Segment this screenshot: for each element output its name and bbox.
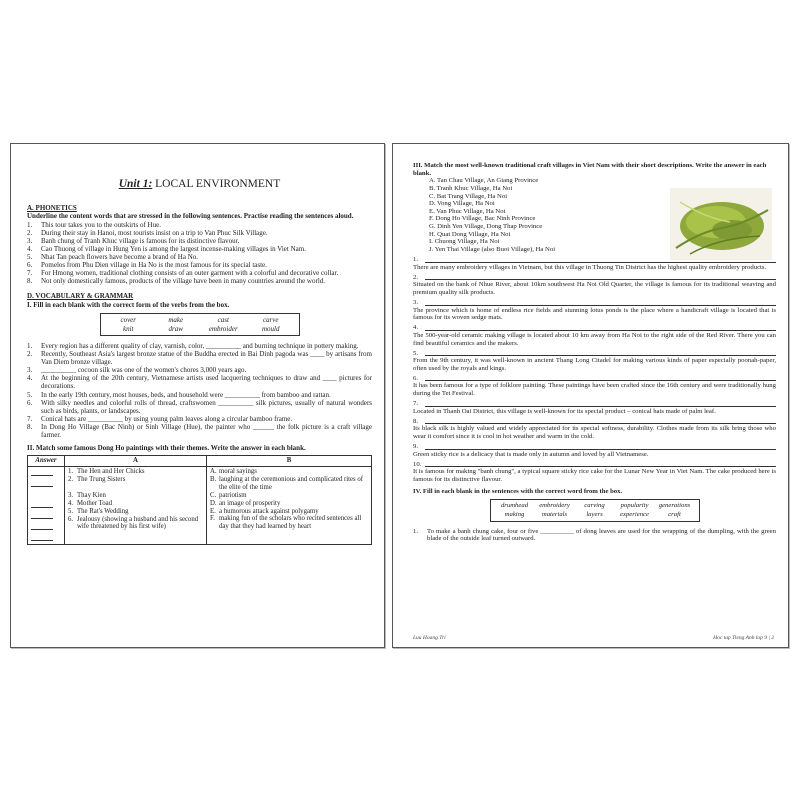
- description-text: The 500-year-old ceramic making village is located about 10 km away from Ha Noi to the right side of the Red River. There you can find beautiful ceramics and the makers.: [413, 331, 776, 347]
- list-item: I. Chuong Village, Ha Noi: [429, 238, 500, 246]
- list-item: E. a humorous attack against polygamy: [210, 507, 319, 515]
- list-item: A. Tan Chau Village, An Giang Province: [429, 177, 539, 185]
- list-item: 7. Conical hats are __________ by using young palm leaves along a circular bamboo frame.: [27, 414, 293, 423]
- word-box: [490, 499, 700, 521]
- worksheet-page-left: [10, 143, 385, 648]
- word-box-item: craft: [668, 510, 681, 518]
- description-text: There are many embroidery villages in Vietnam, but this village in Thuong Tin District has the highest quality embroidery products.: [413, 263, 767, 271]
- footer-author: Luu Hoang Tri: [413, 634, 446, 641]
- word-box-item: layers: [586, 510, 603, 518]
- answer-line[interactable]: 2.: [413, 273, 776, 281]
- answer-line[interactable]: 3.: [413, 299, 776, 307]
- word-box-item: popularity: [620, 502, 649, 510]
- word-box-item: generations: [658, 502, 691, 510]
- list-item: 2. Recently, Southeast Asia's largest bronze statue of the Buddha erected in Bai Dinh pagoda was ____ by artisans from Van Diem bronze village.: [27, 349, 372, 367]
- word-box-item: draw: [168, 324, 183, 333]
- list-item: H. Quat Dong Village, Ha Noi: [429, 230, 511, 238]
- list-item: 1. The Hen and Her Chicks: [68, 468, 145, 476]
- list-item: 8. In Dong Ho Village (Bac Ninh) or Sinh Village (Hue), the painter who ______ the folk picture is a craft village farmer.: [27, 422, 372, 440]
- phonetics-list: [27, 221, 372, 286]
- word-box-item: materials: [541, 510, 568, 518]
- list-item: F. Dong Ho Village, Bac Ninh Province: [429, 215, 536, 223]
- word-box-item: embroidery: [539, 502, 570, 510]
- table-header-b: B: [207, 456, 372, 467]
- vocab-part2-title: II. Match some famous Dong Ho paintings with their themes. Write the answer in each blank.: [27, 444, 306, 453]
- word-box: [100, 313, 300, 336]
- list-item: B. laughing at the ceremonious and complicated rites of the elite of the time: [210, 476, 364, 491]
- description-text: Situated on the bank of Nhue River, about 10km southwest Ha Noi Old Quarter, the village is famous for its traditional weaving and premium quality silk products.: [413, 281, 776, 296]
- word-box-item: mould: [262, 324, 280, 333]
- word-box-item: experience: [620, 510, 649, 518]
- list-item: E. Van Phuc Village, Ha Noi: [429, 207, 506, 215]
- word-box-item: cast: [217, 315, 229, 324]
- word-box-item: cover: [120, 315, 137, 324]
- description-text: It has been famous for a type of folklore painting. These paintings have been crafted since the 16th century and were traditionally hung during the Tet Festival.: [413, 382, 776, 398]
- list-item: 4. At the beginning of the 20th century, Vietnamese artists used lacquering techniques to draw and ____ pictures for decorations.: [27, 374, 372, 391]
- list-item: B. Tranh Khuc Village, Ha Noi: [429, 184, 513, 192]
- list-item: 5. Nhat Tan peach flowers have become a brand of Ha No.: [27, 252, 199, 261]
- description-text: Located in Thanh Oai District, this village is well-known for its special product – conical hats made of palm leaf.: [413, 407, 716, 415]
- unit-title: [27, 178, 372, 191]
- list-item: A. moral sayings: [210, 468, 257, 476]
- part4-title: IV. Fill in each blank in the sentences with the correct word from the box.: [413, 487, 623, 495]
- word-box-item: making: [504, 510, 525, 518]
- word-box-item: knit: [123, 324, 134, 333]
- list-item: 4. Mother Toad: [68, 499, 113, 507]
- list-item: C. patriotism: [210, 491, 247, 499]
- description-text: It is famous for making "banh chung", a typical square sticky rice cake for the Lunar New Year in Viet Nam. The cake produced here is famous for its distinctive flavour.: [413, 468, 776, 483]
- matching-table: [27, 455, 372, 545]
- list-item: 3. __________ cocoon silk was one of the women's chores 3,000 years ago.: [27, 366, 247, 375]
- list-item: 3. Banh chung of Tranh Khuc village is famous for its distinctive flavour.: [27, 236, 240, 245]
- worksheet-page-right: [392, 143, 789, 648]
- description-text: Its black silk is highly valued and widely appreciated for its special softness, durability. Clothes made from its silk bring those who wear it comfort since it is cool in hot weather and warm in the cold.: [413, 425, 776, 441]
- answer-line[interactable]: 9.: [413, 443, 776, 451]
- answer-line[interactable]: 1.: [413, 256, 776, 264]
- list-item: 6. With silky needles and colorful rolls of thread, craftswomen __________ silk pictures, usually of natural wonders such as birds, plants, or landscapes.: [27, 398, 372, 415]
- word-box-item: carve: [262, 315, 279, 324]
- unit-title-text: LOCAL ENVIRONMENT: [155, 178, 281, 190]
- answer-line[interactable]: 6.: [413, 374, 776, 382]
- list-item: D. an image of prosperity: [210, 499, 281, 507]
- word-box-item: make: [168, 315, 184, 324]
- page-footer: [413, 635, 774, 641]
- list-item: D. Vong Village, Ha Noi: [429, 200, 495, 208]
- column-b-cell: [207, 467, 372, 545]
- description-text: The province which is home of endless rice fields and stunning lotus ponds is the place where a handicraft village is located that is famous for its woven sedge mats.: [413, 306, 776, 322]
- word-box-item: drumhead: [500, 502, 529, 510]
- description-text: Green sticky rice is a delicacy that is made only in autumn and loved by all Vietnamese.: [413, 450, 649, 458]
- list-item: 1. This tour takes you to the outskirts of Hue.: [27, 220, 161, 229]
- column-a-cell: [65, 467, 207, 545]
- list-item: 5. The Rat's Wedding: [68, 507, 129, 515]
- green-rice-photo: [670, 188, 772, 260]
- list-item: 5. In the early 19th century, most houses, beds, and household were __________ from bamboo and rattan.: [27, 390, 331, 399]
- description-text: From the 9th century, it was well-known in ancient Thang Long Citadel for making various kinds of paper especially poonah-paper, often used by the royals and kings.: [413, 357, 776, 372]
- table-header-answer: Answer: [28, 456, 65, 467]
- vocab-heading: D. VOCABULARY & GRAMMAR: [27, 292, 134, 301]
- list-item: 2. The Trung Sisters: [68, 476, 126, 484]
- table-header-a: A: [65, 456, 207, 467]
- list-item: 2. During their stay in Hanoi, most tourists insist on a trip to Van Phuc Silk Village.: [27, 228, 268, 237]
- answer-line[interactable]: 8.: [413, 417, 776, 425]
- vocab-exercise-list: [27, 342, 372, 439]
- answer-cell[interactable]: [28, 467, 65, 545]
- list-item: 8. Not only domestically famous, products of the village have been in many countries around the world.: [27, 277, 326, 286]
- phonetics-heading: A. PHONETICS: [27, 204, 77, 213]
- list-item: 7. For Hmong women, traditional clothing consists of an outer garment with a colorful and decorative collar.: [27, 269, 339, 278]
- part3-title: III. Match the most well-known traditional craft villages in Viet Nam with their short descriptions. Write the answer in each blank.: [413, 162, 767, 177]
- part4-list: [413, 528, 776, 543]
- answer-line[interactable]: 4.: [413, 324, 776, 332]
- word-box-item: embroider: [208, 324, 238, 333]
- list-item: 3. Thay Kien: [68, 491, 106, 499]
- answer-line[interactable]: 10.: [413, 460, 776, 468]
- list-item: 4. Cao Thuong of village in Hung Yen is among the largest incense-making villages in Viet Nam.: [27, 244, 306, 253]
- list-item: 6. Jealousy (showing a husband and his second wife threatened by his first wife): [68, 515, 199, 531]
- list-item: 1. To make a banh chung cake, four or five __________ of dong leaves are used for the wrapping of the dumpling, with the green blade of the outside leaf turned outward.: [413, 527, 776, 543]
- list-item: F. making fun of the scholars who recited sentences all day that they had learned by heart: [210, 515, 362, 531]
- list-item: 6. Pomelos from Phu Dien village in Ha No is the most famous for its special taste.: [27, 261, 267, 270]
- vocab-part1-title: I. Fill in each blank with the correct form of the verbs from the box.: [27, 300, 230, 309]
- answer-line[interactable]: 5.: [413, 349, 776, 357]
- descriptions-list: [413, 256, 776, 484]
- footer-page: Hoc tap Tieng Anh lop 9 | 2: [713, 634, 774, 641]
- list-item: C. Bat Trang Village, Ha Noi: [429, 192, 508, 200]
- answer-line[interactable]: 7.: [413, 400, 776, 408]
- list-item: 1. Every region has a different quality of clay, varnish, color, __________ and burning technique in pottery making.: [27, 341, 359, 350]
- list-item: G. Dinh Yen Village, Dong Thap Province: [429, 223, 543, 231]
- unit-label: Unit 1:: [118, 178, 153, 190]
- word-box-item: carving: [584, 502, 605, 510]
- list-item: J. Yen Thai Village (also Buoi Village), Ha Noi: [429, 246, 556, 254]
- phonetics-instruction: Underline the content words that are stressed in the following sentences. Practise reading the sentences aloud.: [27, 212, 354, 221]
